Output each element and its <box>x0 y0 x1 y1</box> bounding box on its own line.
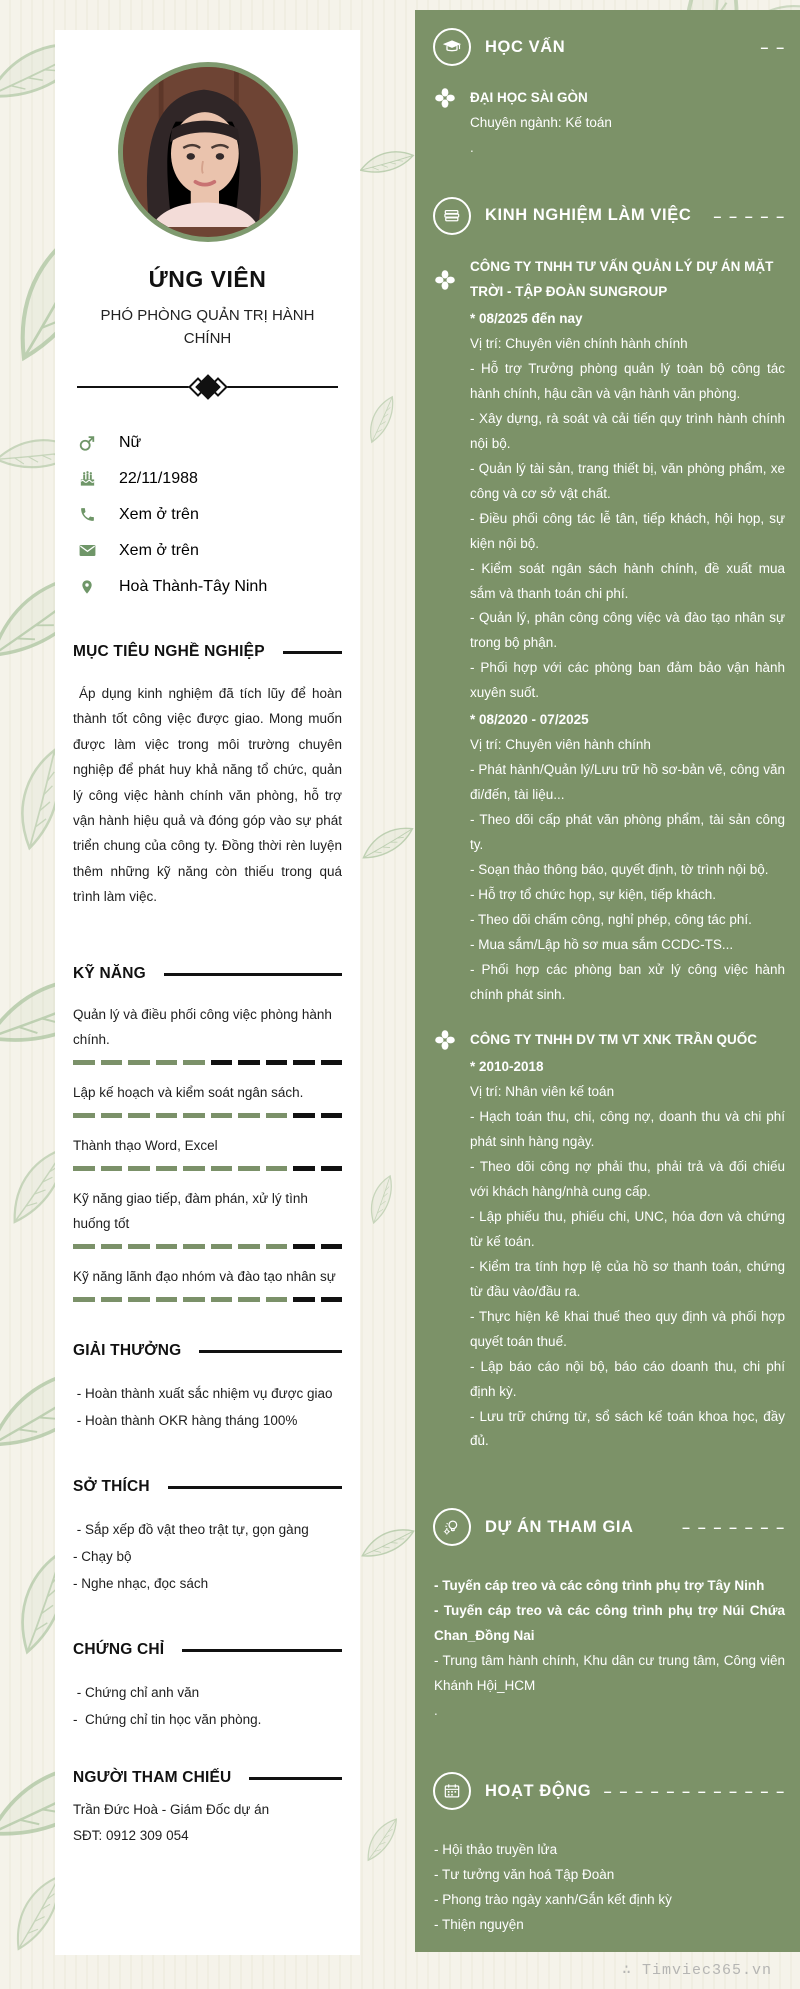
leaf-sketch <box>354 394 408 448</box>
leaf-sketch <box>357 815 416 874</box>
skill-level-bar <box>73 1297 342 1302</box>
birthday-icon <box>77 469 97 489</box>
education-entry <box>415 86 800 161</box>
skill-label: Thành thạo Word, Excel <box>73 1138 218 1154</box>
section-activities <box>415 1772 800 1938</box>
email-icon <box>77 541 97 561</box>
heading-rule <box>182 1649 342 1652</box>
section-projects <box>415 1508 800 1724</box>
location-icon <box>77 577 97 597</box>
skill-label: Kỹ năng giao tiếp, đàm phán, xử lý tình huống tốt <box>73 1191 308 1232</box>
project-item: - Tuyến cáp treo và các công trình phụ trợ Tây Ninh <box>434 1578 765 1594</box>
heading-dashes: – – <box>760 39 786 55</box>
candidate-title: PHÓ PHÒNG QUẢN TRỊ HÀNH CHÍNH <box>100 307 315 347</box>
heading-rule <box>164 973 342 976</box>
ornament-divider <box>77 378 338 396</box>
leaf-sketch <box>357 1817 406 1866</box>
duty-line: - Theo dõi công nợ phải thu, phải trả và đối chiếu với khách hàng/nhà cung cấp. <box>470 1158 785 1199</box>
reference-line: Trần Đức Hoà - Giám Đốc dự án <box>73 1802 270 1818</box>
info-phone-value: Xem ở trên <box>119 505 199 523</box>
right-column <box>415 10 800 1952</box>
job-periods <box>415 1055 800 1455</box>
certificates-heading: CHỨNG CHỈ <box>73 1641 165 1659</box>
certificate-item: - Chứng chỉ anh văn <box>73 1685 200 1701</box>
job-entry <box>415 1028 800 1454</box>
info-email-value: Xem ở trên <box>119 541 199 559</box>
personal-info-list <box>77 432 342 597</box>
candidate-name: ỨNG VIÊN <box>148 266 267 292</box>
section-awards <box>73 1342 342 1434</box>
info-birthday-value: 22/11/1988 <box>119 469 198 487</box>
hobbies-heading: SỞ THÍCH <box>73 1478 150 1496</box>
skill-label: Quản lý và điều phối công việc phòng hành chính. <box>73 1007 332 1048</box>
graduation-cap-icon <box>433 28 471 66</box>
info-row-location <box>77 576 342 597</box>
objective-text: Áp dụng kinh nghiệm đã tích lũy để hoàn thành tốt công việc được giao. Mong muốn được làm việc trong môi trường chuyên nghiệp để phát huy khả năng tổ chức, quản lý công việc hành chính văn phòng, hỗ trợ vận hành hiệu quả và đóng góp vào sự phát triển chung của công ty. Đồng thời rèn luyện thêm những kỹ năng còn thiếu trong quá trình làm việc. <box>73 686 346 904</box>
period-date: * 08/2020 - 07/2025 <box>470 712 589 728</box>
skills-heading: KỸ NĂNG <box>73 965 146 983</box>
heading-rule <box>283 651 342 654</box>
info-gender-value: Nữ <box>119 433 142 451</box>
certificates-list <box>73 1679 342 1733</box>
duty-line: - Kiểm tra tính hợp lệ của hồ sơ thanh toán, chứng từ đầu vào/đầu ra. <box>470 1258 785 1299</box>
experience-heading: KINH NGHIỆM LÀM VIỆC <box>485 206 692 225</box>
duty-line: - Theo dõi cấp phát văn phòng phẩm, tài sản công ty. <box>470 812 785 853</box>
section-reference <box>73 1769 342 1850</box>
hobby-item: - Sắp xếp đồ vật theo trật tự, gọn gàng <box>73 1522 309 1538</box>
projects-heading: DỰ ÁN THAM GIA <box>485 1517 634 1536</box>
clover-bullet-icon <box>435 88 455 108</box>
activity-item: - Hội thảo truyền lửa <box>434 1842 558 1858</box>
skill-label: Lập kế hoạch và kiểm soát ngân sách. <box>73 1085 304 1101</box>
clover-bullet-icon <box>435 270 455 290</box>
award-item: - Hoàn thành xuất sắc nhiệm vụ được giao <box>73 1386 333 1402</box>
period-position: Vị trí: Chuyên viên hành chính <box>470 737 651 753</box>
skill-level-bar <box>73 1113 342 1118</box>
duty-line: - Lập phiếu thu, phiếu chi, UNC, hóa đơn và chứng từ kế toán. <box>470 1208 785 1249</box>
left-column <box>55 30 360 1955</box>
info-location-value: Hoà Thành-Tây Ninh <box>119 577 268 595</box>
education-heading: HỌC VẤN <box>485 37 566 56</box>
company-name: CÔNG TY TNHH TƯ VẤN QUẢN LÝ DỰ ÁN MẶT TRỜI - TẬP ĐOÀN SUNGROUP <box>470 258 774 299</box>
leaf-sketch <box>354 132 417 195</box>
skill-item <box>73 1134 342 1171</box>
reference-line: SĐT: 0912 309 054 <box>73 1828 189 1844</box>
education-note: . <box>470 139 474 155</box>
info-row-phone <box>77 504 342 525</box>
activities-list <box>415 1838 800 1938</box>
period-position: Vị trí: Nhân viên kế toán <box>470 1083 615 1099</box>
duty-line: - Thực hiện kê khai thuế theo quy định và phối hợp quyết toán thuế. <box>470 1308 785 1349</box>
duty-line: - Theo dõi chấm công, nghỉ phép, công tác phí. <box>470 912 752 928</box>
watermark-text: ∴ Timviec365.vn <box>621 1962 772 1979</box>
certificate-item: - Chứng chỉ tin học văn phòng. <box>73 1712 262 1728</box>
skill-item <box>73 1187 342 1249</box>
duty-line: - Lập báo cáo nội bộ, báo cáo doanh thu, chi phí định kỳ. <box>470 1358 785 1399</box>
duty-line: - Xây dựng, rà soát và cải tiến quy trình hành chính nội bộ. <box>470 410 785 451</box>
heading-dashes: – – – – – – – – – – – – <box>603 1783 786 1800</box>
duty-line: - Hỗ trợ tổ chức họp, sự kiện, tiếp khách. <box>470 887 717 903</box>
phone-icon <box>77 505 97 525</box>
duty-line: - Điều phối công tác lễ tân, tiếp khách, hội họp, sự kiện nội bộ. <box>470 510 785 551</box>
education-major: Chuyên ngành: Kế toán <box>470 114 612 130</box>
duty-line: - Quản lý, phân công công việc và đào tạo nhân sự trong bộ phận. <box>470 610 785 651</box>
skill-label: Kỹ năng lãnh đạo nhóm và đào tạo nhân sự <box>73 1269 336 1285</box>
awards-heading: GIẢI THƯỞNG <box>73 1342 182 1360</box>
section-experience <box>415 197 800 1455</box>
heading-dashes: – – – – – <box>713 207 786 224</box>
duty-line: - Mua sắm/Lập hồ sơ mua sắm CCDC-TS... <box>470 937 734 953</box>
books-icon <box>433 197 471 235</box>
skill-item <box>73 1265 342 1302</box>
lightbulb-gear-icon <box>433 1508 471 1546</box>
info-row-email <box>77 540 342 561</box>
project-item: - Tuyến cáp treo và các công trình phụ trợ Núi Chứa Chan_Đồng Nai <box>434 1603 785 1644</box>
duty-line: - Quản lý tài sản, trang thiết bị, văn phòng phẩm, xe công và cơ sở vật chất. <box>470 460 785 501</box>
section-objective <box>73 643 346 909</box>
heading-dashes: – – – – – – – <box>682 1519 786 1536</box>
info-row-gender <box>77 432 342 453</box>
experience-jobs <box>415 255 800 1455</box>
section-hobbies <box>73 1478 342 1597</box>
period-position: Vị trí: Chuyên viên chính hành chính <box>470 335 688 351</box>
project-item: - Trung tâm hành chính, Khu dân cư trung tâm, Công viên Khánh Hội_HCM <box>434 1653 785 1694</box>
school-name: ĐẠI HỌC SÀI GÒN <box>470 90 588 105</box>
skill-item <box>73 1003 342 1065</box>
duty-line: - Hỗ trợ Trưởng phòng quản lý toàn bộ công tác hành chính, hậu cần và vận hành văn phòng. <box>470 360 785 401</box>
leaf-sketch <box>353 1173 409 1229</box>
duty-line: - Kiểm soát ngân sách hành chính, đề xuất mua sắm và thanh toán chi phí. <box>470 560 785 601</box>
portrait-image <box>123 67 283 227</box>
hobbies-list <box>73 1516 342 1597</box>
watermark <box>622 1960 772 1979</box>
clover-bullet-icon <box>435 1030 455 1050</box>
job-entry <box>415 255 800 1008</box>
reference-lines <box>73 1797 342 1850</box>
duty-line: - Lưu trữ chứng từ, sổ sách kế toán khoa học, đầy đủ. <box>470 1408 785 1449</box>
leaf-sketch <box>355 1513 417 1575</box>
skill-level-bar <box>73 1244 342 1249</box>
awards-list <box>73 1380 342 1434</box>
job-period <box>470 1055 785 1455</box>
profile-photo <box>118 62 298 242</box>
period-date: * 08/2025 đến nay <box>470 310 583 326</box>
objective-heading: MỤC TIÊU NGHỀ NGHIỆP <box>73 643 265 660</box>
job-period <box>470 708 785 1008</box>
duty-line: - Phối hợp với các phòng ban đảm bảo vận hành xuyên suốt. <box>470 660 785 701</box>
activity-item: - Phong trào ngày xanh/Gắn kết định kỳ <box>434 1892 672 1908</box>
award-item: - Hoàn thành OKR hàng tháng 100% <box>73 1413 298 1429</box>
gender-icon <box>77 433 97 453</box>
section-skills <box>73 965 342 1302</box>
section-certificates <box>73 1641 342 1733</box>
duty-line: - Phát hành/Quản lý/Lưu trữ hồ sơ-bản vẽ, công văn đi/đến, tài liệu... <box>470 762 785 803</box>
skill-level-bar <box>73 1060 342 1065</box>
heading-rule <box>199 1350 342 1353</box>
job-periods <box>415 307 800 1008</box>
calendar-icon <box>433 1772 471 1810</box>
skill-level-bar <box>73 1166 342 1171</box>
activity-item: - Tư tưởng văn hoá Tập Đoàn <box>434 1867 615 1883</box>
hobby-item: - Chạy bộ <box>73 1549 132 1565</box>
section-education <box>415 28 800 161</box>
hobby-item: - Nghe nhạc, đọc sách <box>73 1576 209 1592</box>
heading-rule <box>168 1486 342 1489</box>
projects-list <box>415 1574 800 1699</box>
period-date: * 2010-2018 <box>470 1058 544 1074</box>
duty-line: - Phối hợp các phòng ban xử lý công việc hành chính phát sinh. <box>470 962 785 1002</box>
skill-item <box>73 1081 342 1118</box>
period-bullets <box>470 357 785 707</box>
duty-line: - Soạn thảo thông báo, quyết định, tờ trình nội bộ. <box>470 862 769 878</box>
period-bullets <box>470 1105 785 1455</box>
company-name: CÔNG TY TNHH DV TM VT XNK TRẦN QUỐC <box>470 1031 758 1047</box>
duty-line: - Hạch toán thu, chi, công nợ, doanh thu và chi phí phát sinh hàng ngày. <box>470 1108 785 1149</box>
info-row-birthday <box>77 468 342 489</box>
job-period <box>470 307 785 707</box>
skills-list <box>73 1003 342 1302</box>
reference-heading: NGƯỜI THAM CHIẾU <box>73 1769 232 1787</box>
projects-note: . <box>434 1703 438 1719</box>
period-bullets <box>470 758 785 1008</box>
activities-heading: HOẠT ĐỘNG <box>485 1781 592 1800</box>
activity-item: - Thiện nguyện <box>434 1917 524 1933</box>
heading-rule <box>249 1777 342 1780</box>
